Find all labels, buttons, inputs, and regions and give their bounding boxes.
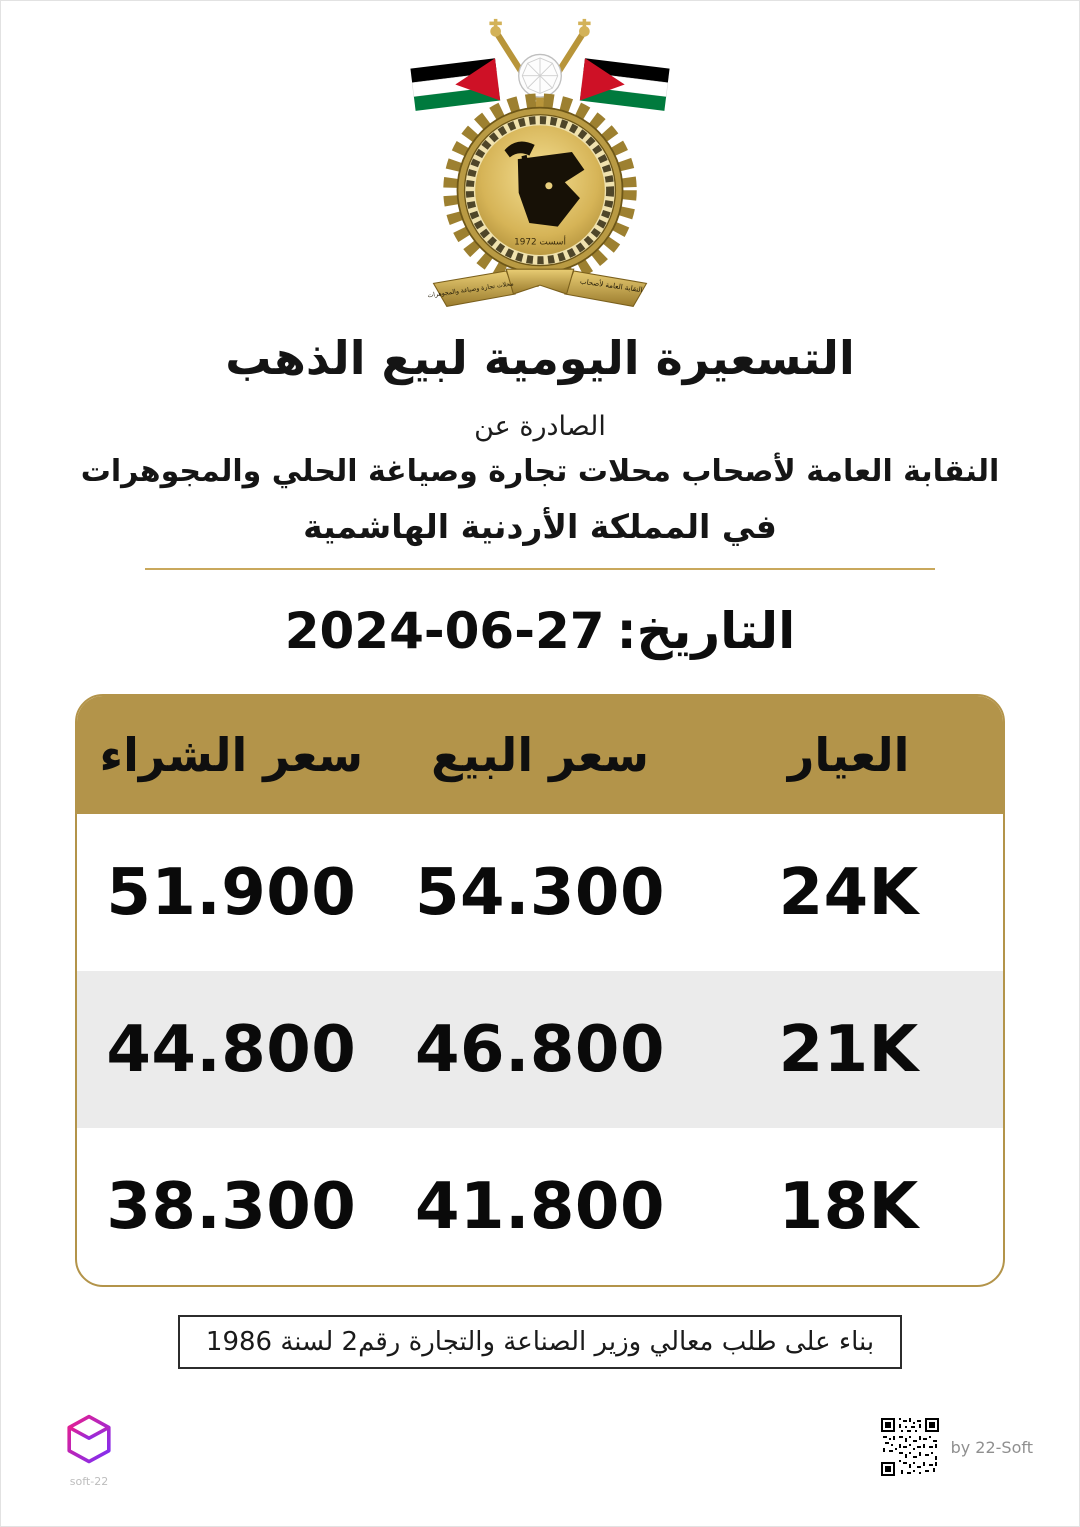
page-title: التسعيرة اليومية لبيع الذهب xyxy=(225,331,855,385)
karat-value: 18K xyxy=(778,1169,919,1244)
date-label: التاريخ: xyxy=(616,602,796,660)
sell-price-value: 54.300 xyxy=(415,855,665,930)
buy-price-value: 51.900 xyxy=(106,855,357,930)
column-header-buy-price: سعر الشراء xyxy=(99,728,364,782)
syndicate-logo xyxy=(1,1,1079,323)
company-logo xyxy=(49,1411,129,1488)
syndicate-emblem-icon xyxy=(398,17,682,319)
organization-name: النقابة العامة لأصحاب محلات تجارة وصياغة الحلي والمجوهرات xyxy=(80,454,1000,489)
buy-price-value: 44.800 xyxy=(106,1012,357,1087)
karat-value: 21K xyxy=(778,1012,919,1087)
brand-text: 22-soft xyxy=(69,1475,109,1488)
gold-price-table xyxy=(75,694,1005,1287)
column-header-sell-price: سعر البيع xyxy=(431,728,649,782)
table-header-row xyxy=(77,696,1003,814)
column-header-karat: العيار xyxy=(787,728,910,782)
qr-code-icon xyxy=(881,1418,939,1476)
ribbon-text-left: محلات تجارة وصياغة والمجوهرات xyxy=(427,280,515,300)
ribbon-text-right: النقابة العامة لأصحاب xyxy=(579,276,644,295)
country-line: في المملكة الأردنية الهاشمية xyxy=(303,507,777,546)
table-row-24k xyxy=(77,814,1003,971)
sell-price-value: 41.800 xyxy=(415,1169,665,1244)
credit-text: by 22-Soft xyxy=(950,1437,1033,1457)
jordan-flag-right-icon xyxy=(580,58,670,111)
issued-by-label: الصادرة عن xyxy=(474,411,606,442)
legal-note: بناء على طلب معالي وزير الصناعة والتجارة رقم2 لسنة 1986 xyxy=(178,1315,902,1369)
buy-price-value: 38.300 xyxy=(106,1169,357,1244)
table-row-18k xyxy=(77,1128,1003,1285)
date-value: 27-06-2024 xyxy=(284,602,605,660)
qr-credit-block xyxy=(881,1418,1033,1476)
established-year: أسست 1972 xyxy=(514,237,566,248)
karat-value: 24K xyxy=(778,855,919,930)
jordan-flag-left-icon xyxy=(410,58,500,111)
gear-emblem-icon xyxy=(450,101,629,280)
legal-note-wrap xyxy=(1,1315,1079,1369)
cube-logo-icon xyxy=(62,1411,116,1469)
table-row-21k xyxy=(77,971,1003,1128)
diamond-icon xyxy=(519,54,562,97)
divider-line xyxy=(145,568,935,570)
date-line xyxy=(1,602,1079,660)
sell-price-value: 46.800 xyxy=(415,1012,665,1087)
